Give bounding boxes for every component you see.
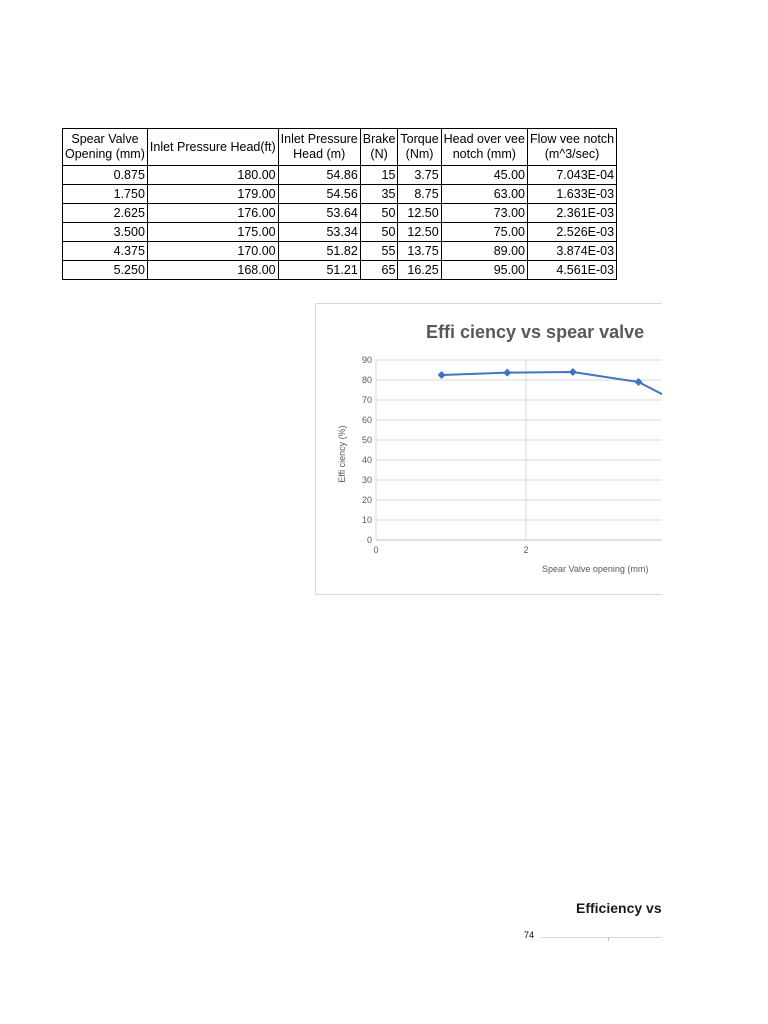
table-row [63,166,617,185]
table-cell: 73.00 [441,204,527,223]
y-tick-label: 80 [361,375,372,385]
table-cell: 53.64 [278,204,360,223]
table-cell: 75.00 [441,223,527,242]
x-tick-label: 2 [523,545,529,555]
table-header-row [63,129,617,166]
header-brake: Brake (N) [360,129,398,166]
table-cell: 2.526E-03 [527,223,616,242]
second-chart-title: Efficiency vs [576,900,662,916]
table-cell: 15 [360,166,398,185]
table-cell: 180.00 [147,166,278,185]
page-cutoff [662,290,768,610]
table-body [63,166,617,280]
header-inlet-pressure-m: Inlet Pressure Head (m) [278,129,360,166]
header-torque: Torque (Nm) [398,129,441,166]
table-cell: 3.75 [398,166,441,185]
data-point-marker [503,369,511,377]
table-cell: 176.00 [147,204,278,223]
table-cell: 50 [360,204,398,223]
efficiency-chart [315,303,675,595]
y-axis-title: Effi ciency (%) [337,425,347,483]
table-cell: 54.56 [278,185,360,204]
table-cell: 175.00 [147,223,278,242]
table-cell: 51.82 [278,242,360,261]
table-row [63,261,617,280]
table-cell: 1.633E-03 [527,185,616,204]
y-tick-label: 70 [361,395,372,405]
data-point-marker [635,378,643,386]
efficiency-chart-svg [316,304,676,596]
table-cell: 95.00 [441,261,527,280]
chart-title: Effi ciency vs spear valve [426,322,645,342]
table-row [63,223,617,242]
table-cell: 53.34 [278,223,360,242]
table-cell: 45.00 [441,166,527,185]
y-tick-label: 30 [361,475,372,485]
table-cell: 54.86 [278,166,360,185]
table-row [63,204,617,223]
table-cell: 63.00 [441,185,527,204]
table-cell: 4.561E-03 [527,261,616,280]
table-cell: 65 [360,261,398,280]
data-point-marker [569,368,577,376]
second-chart-y-tick: 74 [524,930,535,940]
table-cell: 2.361E-03 [527,204,616,223]
table-cell: 12.50 [398,204,441,223]
y-tick-label: 20 [361,495,372,505]
y-tick-label: 40 [361,455,372,465]
x-tick-label: 0 [373,545,379,555]
y-tick-label: 50 [361,435,372,445]
header-spear-valve: Spear Valve Opening (mm) [63,129,148,166]
table-cell: 2.625 [63,204,148,223]
table-cell: 51.21 [278,261,360,280]
x-axis-title: Spear Valve opening (mm) [542,564,649,574]
table-cell: 35 [360,185,398,204]
header-inlet-pressure-ft: Inlet Pressure Head(ft) [147,129,278,166]
table-cell: 3.500 [63,223,148,242]
table-cell: 8.75 [398,185,441,204]
table-cell: 179.00 [147,185,278,204]
y-tick-label: 90 [361,355,372,365]
table-cell: 16.25 [398,261,441,280]
y-tick-label: 0 [366,535,372,545]
table-cell: 12.50 [398,223,441,242]
table-cell: 1.750 [63,185,148,204]
table-cell: 13.75 [398,242,441,261]
table-cell: 170.00 [147,242,278,261]
header-head-vee-notch: Head over vee notch (mm) [441,129,527,166]
table-cell: 50 [360,223,398,242]
data-point-marker [438,371,446,379]
table-cell: 5.250 [63,261,148,280]
table-cell: 89.00 [441,242,527,261]
second-chart-tickmark [608,937,609,941]
second-chart-gridline [540,937,662,938]
y-tick-label: 60 [361,415,372,425]
header-flow-vee-notch: Flow vee notch (m^3/sec) [527,129,616,166]
table-cell: 4.375 [63,242,148,261]
table-cell: 168.00 [147,261,278,280]
efficiency-series-line [442,372,676,416]
table-cell: 0.875 [63,166,148,185]
table-cell: 55 [360,242,398,261]
table-row [63,242,617,261]
table-row [63,185,617,204]
y-tick-label: 10 [361,515,372,525]
table-cell: 7.043E-04 [527,166,616,185]
table-cell: 3.874E-03 [527,242,616,261]
data-table [62,128,617,280]
